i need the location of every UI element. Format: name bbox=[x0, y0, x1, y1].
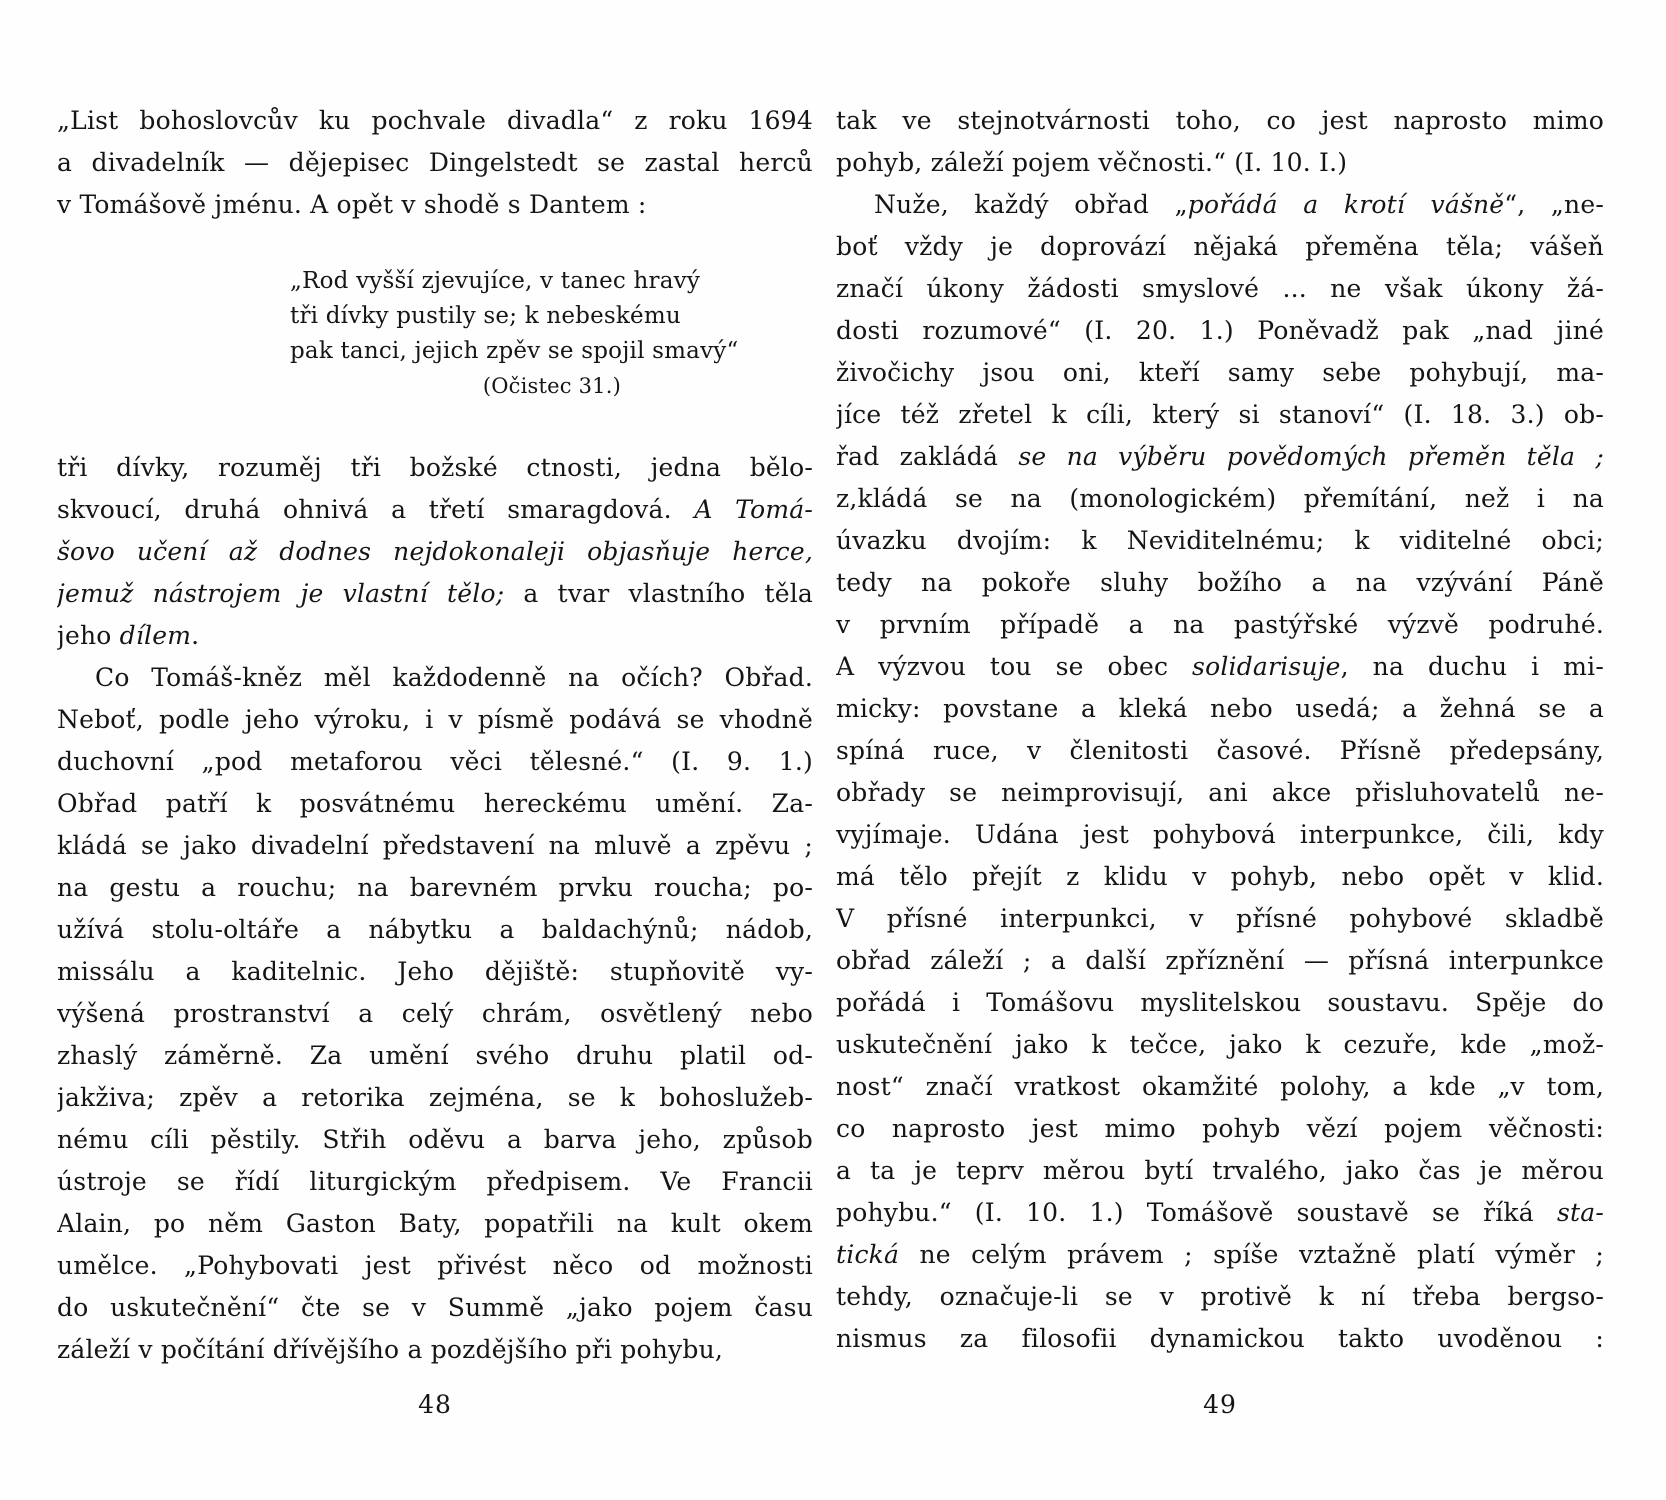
text-line bbox=[836, 1024, 1604, 1066]
text-line bbox=[57, 657, 813, 699]
text-line bbox=[57, 369, 813, 403]
text-segment: užívá stolu-oltáře a nábytku a baldachýnů; nádob, bbox=[57, 915, 813, 944]
text-segment: “, „ne- bbox=[1504, 190, 1604, 219]
text-line bbox=[57, 1077, 813, 1119]
text-segment: nému cíli pěstily. Střih oděvu a barva jeho, způsob bbox=[57, 1125, 813, 1154]
text-line bbox=[57, 573, 813, 615]
text-block-para bbox=[836, 100, 1604, 184]
text-block-verse bbox=[290, 264, 813, 369]
text-segment: nost“ značí vratkost okamžité polohy, a kde „v tom, bbox=[836, 1072, 1604, 1101]
text-segment: (Očistec 31.) bbox=[482, 374, 621, 398]
text-line bbox=[57, 1161, 813, 1203]
text-segment-italic: pořádá a krotí vášně bbox=[1187, 190, 1505, 219]
text-segment: tak ve stejnotvárnosti toho, co jest naprosto mimo bbox=[836, 106, 1604, 135]
text-line bbox=[57, 1119, 813, 1161]
text-segment: Co Tomáš-kněz měl každodenně na očích? Obřad. bbox=[95, 663, 813, 692]
text-line bbox=[836, 940, 1604, 982]
text-segment: kládá se jako divadelní představení na mluvě a zpěvu ; bbox=[57, 831, 813, 860]
text-line bbox=[57, 1035, 813, 1077]
text-segment: „Rod vyšší zjevujíce, v tanec hravý bbox=[290, 268, 701, 294]
text-line bbox=[836, 1192, 1604, 1234]
text-line bbox=[836, 268, 1604, 310]
text-line bbox=[836, 478, 1604, 520]
text-line bbox=[57, 867, 813, 909]
page-number-right: 49 bbox=[1203, 1390, 1237, 1419]
text-segment: v prvním případě a na pastýřské výzvě podruhé. bbox=[836, 610, 1604, 639]
text-segment: missálu a kaditelnic. Jeho dějiště: stupňovitě vy- bbox=[57, 957, 813, 986]
text-segment: umělce. „Pohybovati jest přivést něco od možnosti bbox=[57, 1251, 813, 1280]
text-line bbox=[836, 394, 1604, 436]
text-segment: a tvar vlastního těla bbox=[504, 579, 813, 608]
text-segment: . bbox=[191, 621, 200, 650]
page-right-text bbox=[836, 100, 1604, 1360]
page-left bbox=[57, 100, 813, 1460]
text-line bbox=[57, 1245, 813, 1287]
text-segment: v Tomášově jménu. A opět v shodě s Dantem : bbox=[57, 190, 647, 219]
text-line bbox=[836, 1066, 1604, 1108]
text-segment: tehdy, označuje-li se v protivě k ní třeba bergso- bbox=[836, 1282, 1604, 1311]
text-segment: micky: povstane a kleká nebo usedá; a žehná se a bbox=[836, 694, 1604, 723]
text-block-para bbox=[836, 184, 1604, 1360]
text-segment: skvoucí, druhá ohnivá a třetí smaragdová. bbox=[57, 495, 695, 524]
text-line bbox=[836, 604, 1604, 646]
text-segment-italic: tická bbox=[836, 1240, 900, 1269]
text-segment: A výzvou tou se obec bbox=[836, 652, 1193, 681]
text-segment: dosti rozumové“ (I. 20. 1.) Poněvadž pak „nad jiné bbox=[836, 316, 1604, 345]
text-line bbox=[57, 489, 813, 531]
text-line bbox=[57, 615, 813, 657]
text-segment: z,kládá se na (monologickém) přemítání, než i na bbox=[836, 484, 1604, 513]
text-line bbox=[57, 142, 813, 184]
text-line bbox=[57, 1203, 813, 1245]
text-line bbox=[57, 909, 813, 951]
text-line bbox=[836, 352, 1604, 394]
text-block-para bbox=[57, 657, 813, 1371]
text-segment: pohybu.“ (I. 10. 1.) Tomášově soustavě se říká bbox=[836, 1198, 1557, 1227]
text-segment: boť vždy je doprovází nějaká přeměna těla; vášeň bbox=[836, 232, 1604, 261]
text-segment-italic: sta- bbox=[1556, 1198, 1604, 1227]
text-line bbox=[836, 898, 1604, 940]
text-line bbox=[836, 1318, 1604, 1360]
text-segment: tedy na pokoře sluhy božího a na vzývání Páně bbox=[836, 568, 1604, 597]
text-line bbox=[836, 184, 1604, 226]
text-segment: pak tanci, jejich zpěv se spojil smavý“ bbox=[290, 338, 739, 364]
text-segment: pohyb, záleží pojem věčnosti.“ (I. 10. I.) bbox=[836, 148, 1348, 177]
text-line bbox=[836, 982, 1604, 1024]
text-segment: a ta je teprv měrou bytí trvalého, jako čas je měrou bbox=[836, 1156, 1604, 1185]
text-line bbox=[57, 993, 813, 1035]
text-block-para bbox=[57, 100, 813, 226]
text-line bbox=[836, 646, 1604, 688]
text-line bbox=[836, 100, 1604, 142]
text-line bbox=[836, 1150, 1604, 1192]
text-segment-italic: dílem bbox=[119, 621, 192, 650]
text-line bbox=[836, 142, 1604, 184]
text-segment: značí úkony žádosti smyslové ... ne však úkony žá- bbox=[836, 274, 1604, 303]
text-segment: tři dívky, rozuměj tři božské ctnosti, jedna bělo- bbox=[57, 453, 813, 482]
text-segment: vyjímaje. Udána jest pohybová interpunkce, čili, kdy bbox=[836, 820, 1604, 849]
text-line bbox=[57, 1329, 813, 1371]
text-segment: pořádá i Tomášovu myslitelskou soustavu. Spěje do bbox=[836, 988, 1604, 1017]
text-line bbox=[836, 310, 1604, 352]
text-segment: uskutečnění jako k tečce, jako k cezuře, kde „mož- bbox=[836, 1030, 1604, 1059]
text-line bbox=[57, 741, 813, 783]
page-right bbox=[836, 100, 1604, 1460]
text-segment: nismus za filosofii dynamickou takto uvoděnou : bbox=[836, 1324, 1604, 1353]
text-segment: V přísné interpunkci, v přísné pohybové skladbě bbox=[836, 904, 1604, 933]
text-segment: spíná ruce, v členitosti časové. Přísně předepsány, bbox=[836, 736, 1604, 765]
text-segment: má tělo přejít z klidu v pohyb, nebo opět v klid. bbox=[836, 862, 1604, 891]
text-line bbox=[836, 226, 1604, 268]
text-segment-italic: šovo učení až dodnes nejdokonaleji objasňuje herce, bbox=[57, 537, 813, 566]
text-segment: „List bohoslovcův ku pochvale divadla“ z roku 1694 bbox=[57, 106, 813, 135]
text-line bbox=[57, 531, 813, 573]
text-line bbox=[836, 520, 1604, 562]
text-line bbox=[836, 436, 1604, 478]
text-segment: do uskutečnění“ čte se v Summě „jako pojem času bbox=[57, 1293, 813, 1322]
text-segment: na gestu a rouchu; na barevném prvku roucha; po- bbox=[57, 873, 813, 902]
text-line bbox=[836, 1108, 1604, 1150]
text-line bbox=[57, 699, 813, 741]
text-segment: a divadelník — dějepisec Dingelstedt se zastal herců bbox=[57, 148, 813, 177]
text-line bbox=[836, 730, 1604, 772]
text-segment: výšená prostranství a celý chrám, osvětlený nebo bbox=[57, 999, 813, 1028]
text-line bbox=[57, 100, 813, 142]
text-segment: živočichy jsou oni, kteří samy sebe pohybují, ma- bbox=[836, 358, 1604, 387]
text-line bbox=[57, 951, 813, 993]
text-segment: jeho bbox=[57, 621, 120, 650]
text-segment: Obřad patří k posvátnému hereckému umění. Za- bbox=[57, 789, 813, 818]
text-segment: jakživa; zpěv a retorika zejména, se k bohoslužeb- bbox=[57, 1083, 813, 1112]
text-segment: Alain, po něm Gaston Baty, popatřili na kult okem bbox=[57, 1209, 813, 1238]
text-line bbox=[836, 772, 1604, 814]
text-segment: Nuže, každý obřad „ bbox=[874, 190, 1188, 219]
text-block-para bbox=[57, 447, 813, 657]
text-segment-italic: A Tomá- bbox=[694, 495, 813, 524]
text-line bbox=[836, 814, 1604, 856]
text-segment: ne celým právem ; spíše vztažně platí výměr ; bbox=[899, 1240, 1604, 1269]
text-line bbox=[836, 1276, 1604, 1318]
text-segment: duchovní „pod metaforou věci tělesné.“ (I. 9. 1.) bbox=[57, 747, 813, 776]
text-line bbox=[57, 184, 813, 226]
page-left-text bbox=[57, 100, 813, 1371]
text-segment: , na duchu i mi- bbox=[1340, 652, 1604, 681]
text-line bbox=[836, 856, 1604, 898]
text-segment-italic: jemuž nástrojem je vlastní tělo; bbox=[57, 579, 505, 608]
text-line bbox=[836, 1234, 1604, 1276]
text-segment: tři dívky pustily se; k nebeskému bbox=[290, 303, 681, 329]
text-line bbox=[836, 562, 1604, 604]
text-segment: záleží v počítání dřívějšího a pozdějšího při pohybu, bbox=[57, 1335, 724, 1364]
text-line bbox=[290, 334, 813, 369]
text-line bbox=[57, 783, 813, 825]
text-segment: zhaslý záměrně. Za umění svého druhu platil od- bbox=[57, 1041, 813, 1070]
page-number-left: 48 bbox=[418, 1390, 452, 1419]
text-segment: řad zakládá bbox=[836, 442, 1019, 471]
text-segment: ústroje se řídí liturgickým předpisem. Ve Francii bbox=[57, 1167, 813, 1196]
text-line bbox=[57, 1287, 813, 1329]
text-segment-italic: se na výběru povědomých přeměn těla ; bbox=[1018, 442, 1604, 471]
text-segment: obřad záleží ; a další zpříznění — přísná interpunkce bbox=[836, 946, 1604, 975]
text-line bbox=[290, 264, 813, 299]
text-segment: jíce též zřetel k cíli, který si stanoví“ (I. 18. 3.) ob- bbox=[836, 400, 1604, 429]
text-segment: co naprosto jest mimo pohyb vězí pojem věčnosti: bbox=[836, 1114, 1604, 1143]
text-segment: úvazku dvojím: k Neviditelnému; k viditelné obci; bbox=[836, 526, 1604, 555]
text-line bbox=[290, 299, 813, 334]
text-line bbox=[57, 447, 813, 489]
text-block-caption bbox=[57, 369, 813, 403]
text-segment-italic: solidarisuje bbox=[1192, 652, 1341, 681]
text-segment: Neboť, podle jeho výroku, i v písmě podává se vhodně bbox=[57, 705, 813, 734]
text-line bbox=[836, 688, 1604, 730]
text-line bbox=[57, 825, 813, 867]
text-segment: obřady se neimprovisují, ani akce přisluhovatelů ne- bbox=[836, 778, 1604, 807]
